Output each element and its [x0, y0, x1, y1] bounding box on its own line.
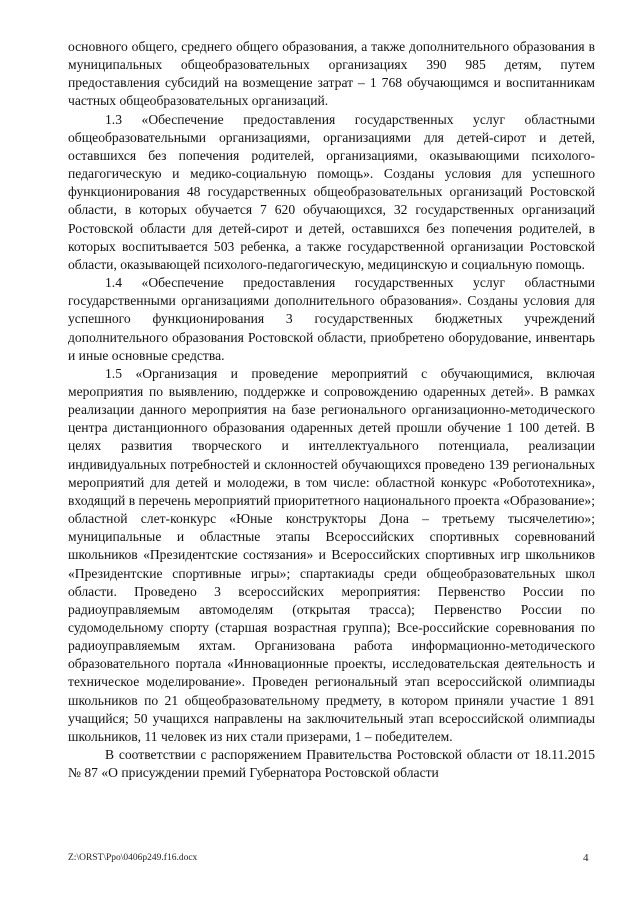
paragraph: 1.3 «Обеспечение предоставления государственных услуг областными общеобразовательными организациями, организациями для детей-сирот и детей, оставшихся без попечения родителей, организациями, оказывающими психолого-педагогическую и медико-социальную помощь». Созданы условия для успешного функционирования 48 государственных общеобразовательных организаций Ростовской области, в которых обучается 7 620 обучающихся, 32 государственных организаций Ростовской области для детей-сирот и детей, оставшихся без попечения родителей, в которых воспитывается 503 ребенка, а также государственной организации Ростовской области, оказывающей психолого-педагогическую, медицинскую и социальную помощь. — [68, 111, 595, 272]
paragraph: основного общего, среднего общего образования, а также дополнительного образования в муниципальных общеобразовательных организациях 390 985 детям, путем предоставления субсидий на возмещение затрат – 1 768 обучающимся и воспитанникам частных общеобразовательных организаций. — [68, 39, 595, 109]
paragraph: В соответствии с распоряжением Правительства Ростовской области от 18.11.2015 № 87 «О присуждении премий Губернатора Ростовской области — [68, 747, 595, 781]
page-number: 4 — [583, 852, 589, 864]
paragraph: 1.5 «Организация и проведение мероприятий с обучающимися, включая мероприятия по выявлению, поддержке и сопровождению одаренных детей». В рамках реализации данного мероприятия на базе регионального организационно-методического центра дистанционного образования одаренных детей прошли обучение 1 100 детей. В целях развития творческого и интеллектуального потенциала, реализации индивидуальных потребностей и склонностей обучающихся проведено 139 региональных мероприятий для детей и молодежи, в том числе: областной конкурс «Робототехника», входящий в перечень мероприятий приоритетного национального проекта «Образование»; областной слет-конкурс «Юные конструкторы Дона – третьему тысячелетию»; муниципальные и областные этапы Всероссийских спортивных соревнований школьников «Президентские состязания» и Всероссийских спортивных игр школьников «Президентские спортивные игры»; спартакиады среди общеобразовательных школ области. Проведено 3 всероссийских мероприятия: Первенство России по радиоуправляемым автомоделям (открытая трасса); Первенство России по судомодельному спорту (старшая возрастная группа); Все-российские соревнования по радиоуправляемым яхтам. Организована работа информационно-методического образовательного портала «Инновационные проекты, исследовательская деятельность и техническое моделирование». Проведен региональный этап всероссийской олимпиады школьников по 21 общеобразовательному предмету, в котором приняли участие 1 891 учащийся; 50 учащихся направлены на заключительный этап всероссийской олимпиады школьников, 11 человек из них стали призерами, 1 – победителем. — [68, 365, 595, 744]
footer-file-path: Z:\ORST\Ppo\0406p249.f16.docx — [68, 853, 198, 863]
document-body — [68, 38, 595, 782]
paragraph: 1.4 «Обеспечение предоставления государственных услуг областными государственными организациями дополнительного образования». Созданы условия для успешного функционирования 3 государственных бюджетных учреждений дополнительного образования Ростовской области, приобретено оборудование, инвентарь и иные основные средства. — [68, 275, 595, 363]
